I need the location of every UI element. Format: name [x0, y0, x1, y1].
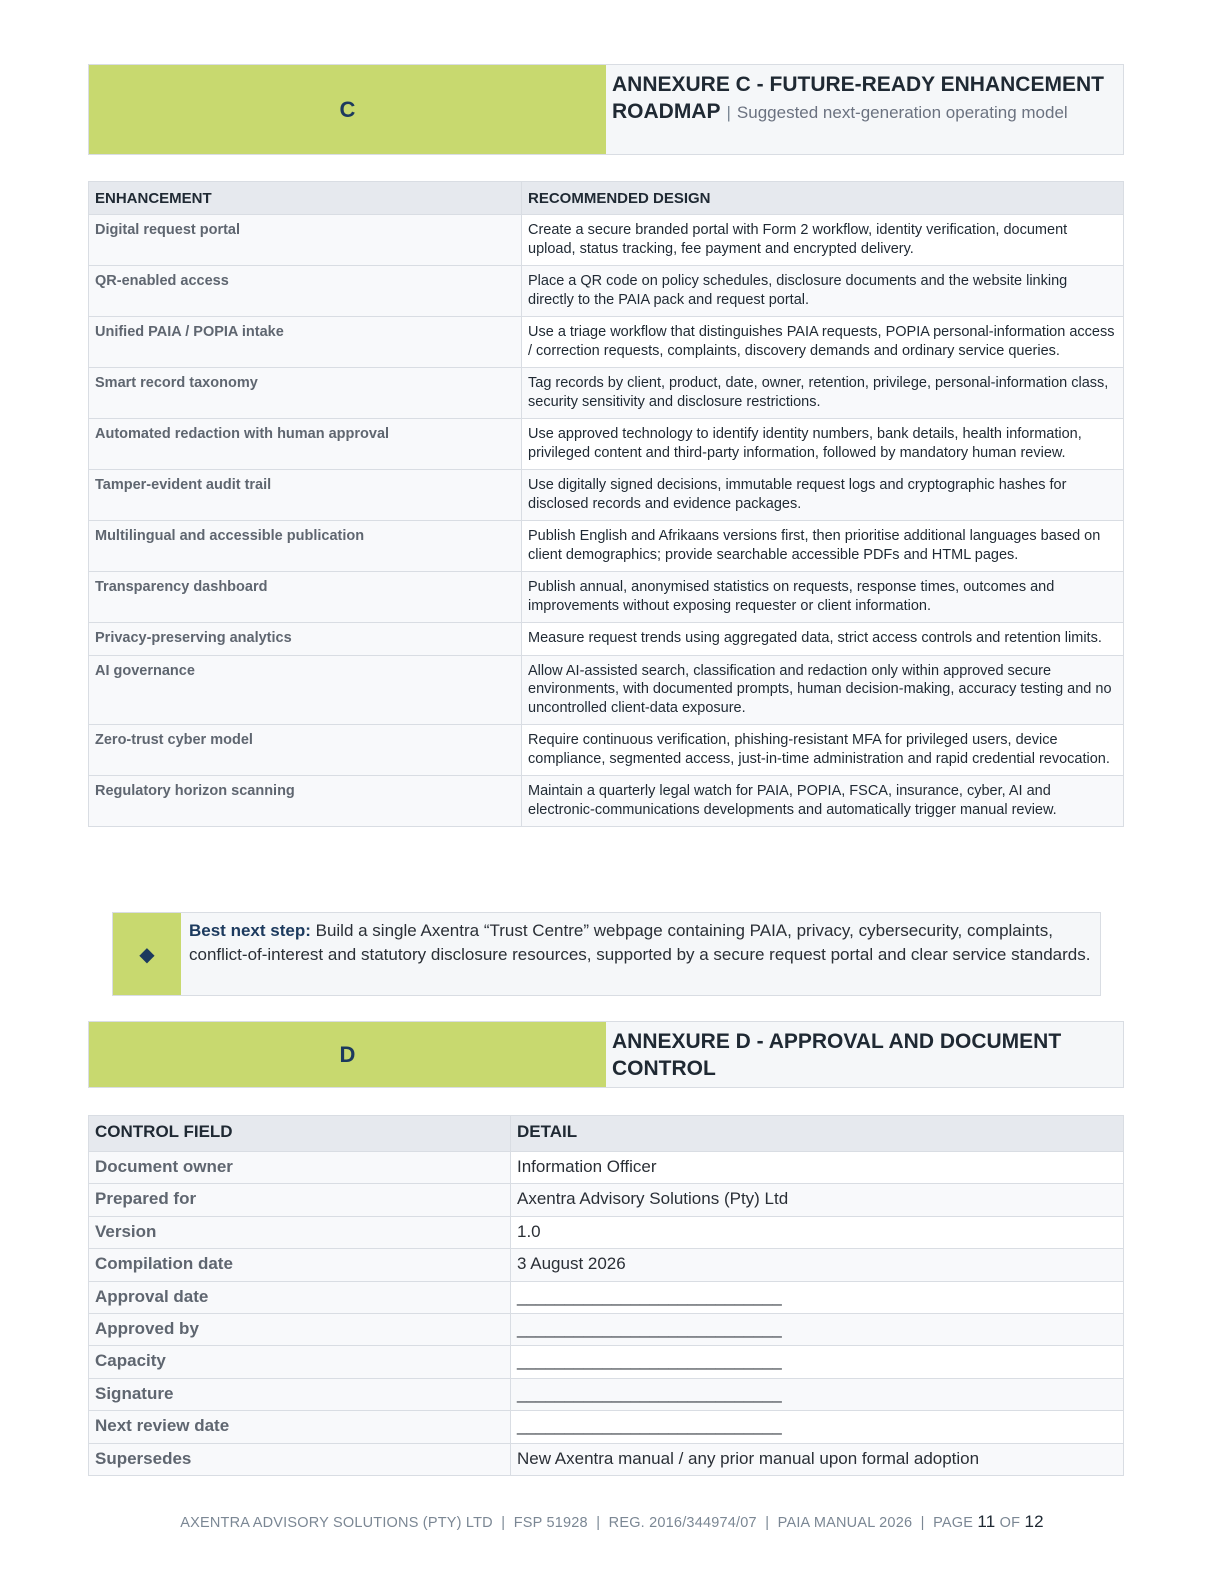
table-row: [89, 1443, 1124, 1475]
table-row: [89, 368, 1124, 419]
table-header-row: [89, 182, 1124, 215]
table-row: [89, 1411, 1124, 1443]
row-value: Measure request trends using aggregated data, strict access controls and retention limits.: [522, 623, 1124, 656]
row-label: Multilingual and accessible publication: [89, 521, 522, 572]
row-value: ____________________________: [511, 1411, 1124, 1443]
row-value: ____________________________: [511, 1346, 1124, 1378]
table-row: [89, 470, 1124, 521]
annex-d-letter: D: [89, 1022, 606, 1087]
footer-text: AXENTRA ADVISORY SOLUTIONS (PTY) LTD | FSP 51928 | REG. 2016/344974/07 | PAIA MANUAL 2026 | PAGE: [180, 1515, 974, 1531]
table-row: [89, 419, 1124, 470]
annex-c-header: [88, 64, 1124, 155]
table-row: [89, 725, 1124, 776]
row-value: ____________________________: [511, 1281, 1124, 1313]
table-row: [89, 1152, 1124, 1184]
roadmap-table: [88, 181, 1124, 827]
annex-d-title: ANNEXURE D - APPROVAL AND DOCUMENT CONTROL: [611, 1030, 1062, 1080]
table-row: [89, 521, 1124, 572]
row-label: Tamper-evident audit trail: [89, 470, 522, 521]
row-label: Approval date: [89, 1281, 511, 1313]
control-table-body: [89, 1152, 1124, 1476]
row-label: Privacy-preserving analytics: [89, 623, 522, 656]
page-footer: [0, 1512, 1224, 1532]
row-label: Capacity: [89, 1346, 511, 1378]
row-value: Publish English and Afrikaans versions first, then prioritise additional languages based on client demographics; provide searchable accessible PDFs and HTML pages.: [522, 521, 1124, 572]
row-label: Digital request portal: [89, 215, 522, 266]
row-label: Version: [89, 1216, 511, 1248]
diamond-icon: ◆: [113, 913, 181, 995]
table-row: [89, 266, 1124, 317]
row-label: Automated redaction with human approval: [89, 419, 522, 470]
row-label: Compilation date: [89, 1249, 511, 1281]
row-value: Maintain a quarterly legal watch for PAIA, POPIA, FSCA, insurance, cyber, AI and electronic-communications developments and automatically trigger manual review.: [522, 776, 1124, 827]
table-row: [89, 215, 1124, 266]
row-label: Smart record taxonomy: [89, 368, 522, 419]
table-row: [89, 1184, 1124, 1216]
row-value: Information Officer: [511, 1152, 1124, 1184]
table-row: [89, 1346, 1124, 1378]
footer-of: OF: [999, 1515, 1021, 1531]
column-header-detail: DETAIL: [511, 1116, 1124, 1152]
table-row: [89, 1378, 1124, 1410]
row-label: Prepared for: [89, 1184, 511, 1216]
row-label: Unified PAIA / POPIA intake: [89, 317, 522, 368]
annex-c-title-block: [606, 65, 1123, 154]
annex-d-title-block: [606, 1022, 1123, 1087]
row-label: Document owner: [89, 1152, 511, 1184]
table-row: [89, 776, 1124, 827]
control-table: [88, 1115, 1124, 1476]
table-row: [89, 655, 1124, 725]
annex-c-title: ANNEXURE C - FUTURE-READY ENHANCEMENT ROADMAP: [611, 73, 1104, 123]
row-label: Transparency dashboard: [89, 572, 522, 623]
column-header-enhancement: ENHANCEMENT: [89, 182, 522, 215]
table-row: [89, 1281, 1124, 1313]
row-value: Require continuous verification, phishing-resistant MFA for privileged users, device compliance, segmented access, just-in-time administration and rapid credential revocation.: [522, 725, 1124, 776]
annex-c-subtitle: Suggested next-generation operating model: [736, 103, 1068, 122]
row-value: ____________________________: [511, 1378, 1124, 1410]
footer-page-total: 12: [1024, 1512, 1044, 1531]
row-value: Use a triage workflow that distinguishes PAIA requests, POPIA personal-information access / correction requests, complaints, discovery demands and ordinary service queries.: [522, 317, 1124, 368]
row-label: QR-enabled access: [89, 266, 522, 317]
row-label: Regulatory horizon scanning: [89, 776, 522, 827]
row-value: 1.0: [511, 1216, 1124, 1248]
row-value: Place a QR code on policy schedules, disclosure documents and the website linking directly to the PAIA pack and request portal.: [522, 266, 1124, 317]
row-label: Signature: [89, 1378, 511, 1410]
row-label: Next review date: [89, 1411, 511, 1443]
table-row: [89, 1313, 1124, 1345]
row-value: New Axentra manual / any prior manual upon formal adoption: [511, 1443, 1124, 1475]
row-label: Supersedes: [89, 1443, 511, 1475]
annex-d-header: [88, 1021, 1124, 1088]
column-header-recommended-design: RECOMMENDED DESIGN: [522, 182, 1124, 215]
table-row: [89, 1249, 1124, 1281]
title-separator: |: [726, 103, 731, 122]
row-label: Zero-trust cyber model: [89, 725, 522, 776]
row-value: Tag records by client, product, date, owner, retention, privilege, personal-information class, security sensitivity and disclosure restrictions.: [522, 368, 1124, 419]
callout-text: [181, 913, 1100, 995]
callout-lead: Best next step:: [189, 921, 311, 940]
table-row: [89, 623, 1124, 656]
roadmap-table-body: [89, 215, 1124, 827]
row-label: AI governance: [89, 655, 522, 725]
row-value: Use digitally signed decisions, immutable request logs and cryptographic hashes for disclosed records and evidence packages.: [522, 470, 1124, 521]
table-header-row: [89, 1116, 1124, 1152]
footer-page-number: 11: [977, 1512, 996, 1531]
callout-body: Build a single Axentra “Trust Centre” webpage containing PAIA, privacy, cybersecurity, complaints, conflict-of-interest and statutory disclosure resources, supported by a secure request portal and clear service standards.: [189, 921, 1091, 964]
row-value: Create a secure branded portal with Form 2 workflow, identity verification, document upload, status tracking, fee payment and encrypted delivery.: [522, 215, 1124, 266]
annex-c-letter: C: [89, 65, 606, 154]
row-value: Use approved technology to identify identity numbers, bank details, health information, privileged content and third-party information, followed by mandatory human review.: [522, 419, 1124, 470]
column-header-control-field: CONTROL FIELD: [89, 1116, 511, 1152]
table-row: [89, 1216, 1124, 1248]
row-value: Axentra Advisory Solutions (Pty) Ltd: [511, 1184, 1124, 1216]
row-value: ____________________________: [511, 1313, 1124, 1345]
row-value: Publish annual, anonymised statistics on requests, response times, outcomes and improvements without exposing requester or client information.: [522, 572, 1124, 623]
table-row: [89, 572, 1124, 623]
row-value: Allow AI-assisted search, classification and redaction only within approved secure environments, with documented prompts, human decision-making, accuracy testing and no uncontrolled client-data exposure.: [522, 655, 1124, 725]
table-row: [89, 317, 1124, 368]
row-label: Approved by: [89, 1313, 511, 1345]
best-next-step-callout: [112, 912, 1101, 996]
row-value: 3 August 2026: [511, 1249, 1124, 1281]
